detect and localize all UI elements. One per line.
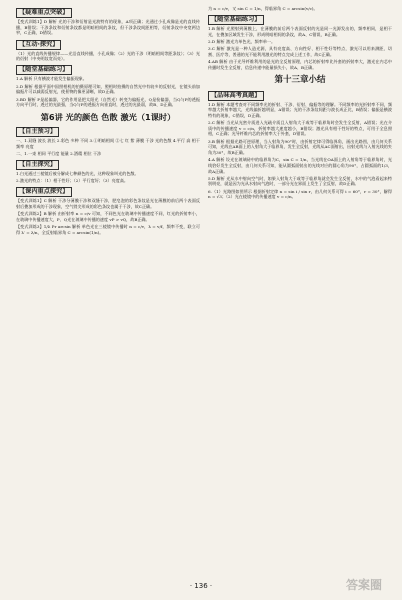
answer-paragraph: 5.D 解析 光从水中射向空气时，如果入射角大于或等于临界角就会发生全反射，水中的气泡看起来特别明亮，就是因为光从水射向气泡时，一部分光在界面上发生了全反射，故D正确。 [208, 175, 392, 187]
answer-paragraph: 【变式训练2】B 解析 由折射率 n = c/v 可知，不同色光在玻璃中传播速度不同，红光的折射率小，在玻璃中传播速度大，P、Q光在玻璃中传播的速度 vP > vQ，故B正确。 [16, 211, 200, 222]
section-heading-row [16, 158, 200, 171]
answer-paragraph: （1）光的直线传播规律——光沿直线传播，小孔成像；（2）光的干涉（明暗相间等距条纹）；（3）光的衍射（中央明纹宽而亮）。 [16, 50, 200, 62]
section-heading-row [16, 6, 200, 19]
answer-paragraph: 为 n = c/v，又 sin C = 1/n，得临界角 C = arcsin(v/c)。 [208, 6, 318, 11]
section-heading-row [16, 38, 200, 51]
answer-paragraph: 6.（1）光路图如图所示 根据折射定律 n = sin i / sin r，由几何关系可得 i = 60°，r = 30°，解得 n = √3；（2）光在棱镜中的传播速度 v = c/n。 [208, 188, 392, 200]
answer-paragraph: 一、1.双缝 波长 波长 2.彩色 多种 不同 3.①明暗相间 ②七 红 紫 薄膜 干涉 光的色散 4.平行 高 相干 频率 亮度 [16, 137, 200, 149]
section-heading: 【随堂基础练习】 [16, 65, 72, 75]
answer-paragraph: 二、1.一束 相同 平行度 能量 2.酒精 相位 干涉 [16, 150, 102, 156]
answer-paragraph: 4.A 解析 设光在玻璃砖中的临界角为C，sin C = 1/n，当光线在OA面上的入射角等于临界角时，光线恰好发生全反射，由几何关系可知，能从圆弧面射出的光线对应的圆心角为90°，占圆弧面的1/3，故A正确。 [208, 157, 392, 174]
answer-paragraph: 2.C 解析 当光从光密介质进入光疏介质且入射角大于或等于临界角时会发生全反射，A错误；光在介质中的传播速度 v = c/n，折射率越大速度越小，B错误；激光具有相干性好的特点，可用于全息照相，C正确；光导纤维内芯的折射率大于外套，D错误。 [208, 120, 392, 137]
answer-paragraph: 4.AB 解析 由于光导纤维利用的是光的全反射原理，内芯的折射率比外套的折射率大，激光在内芯中传播时发生全反射，信息传递中能量损失小，故A、B正确。 [208, 59, 392, 70]
answer-paragraph: 1.B 解析 光照射到薄膜上，在薄膜的前后两个表面反射的光是同一光源发出的，频率相同，是相干光，在叠加区域发生干涉，形成明暗相间的条纹，故A、C错误，B正确。 [208, 26, 392, 37]
section-heading: 【品味高考真题】 [208, 91, 264, 101]
answer-paragraph: 3.B 解析 根据光路可逆原理，当入射角为90°时，由折射定律可得临界角，画出光路图，由几何关系可知，光线在AB面上的入射角大于临界角，发生全反射，光线从AC面射出，出射光线与入射光线的夹角为30°，故B正确。 [208, 138, 392, 155]
answer-paragraph: 【变式训练1】C 解析 干涉分薄膜干涉和双缝干涉，肥皂泡的彩色条纹是光在薄膜的前后两个表面反射后叠加形成的干涉现象，空气劈尖形成的彩色条纹也属于干涉，故C正确。 [16, 198, 200, 209]
lesson-title: 第6讲 光的颜色 色散 激光（1课时） [40, 111, 176, 122]
chapter-summary-title: 第十三章小结 [274, 74, 326, 85]
section-heading: 【随堂基础练习】 [208, 15, 264, 25]
answer-paragraph: 3.BD 解析 P是起偏器，它的作用是把太阳光（自然光）转变为偏振光，Q是检偏器，当Q与P的透振方向平行时，透过的光最强，当Q与P的透振方向垂直时，透过的光最弱，故B、D正确。 [16, 96, 200, 108]
answer-paragraph: 1.白光通过三棱镜后被分解成七种颜色的光，这种现象叫光的色散。 [16, 170, 139, 176]
answer-paragraph: 2.激光的特点：（1）相干性好；（2）平行度好；（3）亮度高。 [16, 178, 129, 184]
answer-paragraph: 【变式训练3】1/λ Pr arcsin 解析 单色光在三棱镜中传播时 n = c/v，λ = v/f，频率不变，联立可得 λ′ = λ/n，全反射临界角 C = arcsin(1/n)。 [16, 224, 200, 235]
section-heading: 【自主预习】 [16, 127, 59, 137]
answer-paragraph: 1.D 解析 本题考查对不同频率光的折射、干涉、衍射、偏振等的理解。不同频率的光折射率不同，频率越大折射率越大，光线偏折越明显，A错误；光的干涉条纹间距与波长成正比，B错误；偏振是横波特有的现象，C错误，D正确。 [208, 101, 392, 118]
section-heading-row [16, 125, 200, 138]
left-column [16, 6, 200, 600]
section-heading: 【课内重点探究】 [16, 187, 72, 197]
section-heading: 【互动·探究】 [16, 40, 61, 50]
page-number: · 136 · [189, 582, 213, 590]
answer-paragraph: 3.C 解析 激光是一种人造光源，具有亮度高、方向性好、相干性好等特点，激光可以用来测距、切割、医疗等，普通的光不能利用激光的特点完成上述工作，故C正确。 [208, 46, 392, 57]
section-heading-row [208, 13, 392, 26]
section-heading-row [16, 185, 200, 198]
answer-paragraph: 【变式训练1】D 解析 光的干涉和衍射是光波特有的现象，A项正确；光通过小孔成像是光的直线传播，B错误；干涉条纹和衍射条纹都是明暗相间的条纹，但干涉条纹间距相等，衍射条纹中央宽两边窄，C正确，D错误。 [16, 19, 200, 36]
right-column [208, 6, 392, 600]
section-heading: 【自主探究】 [16, 160, 59, 170]
answer-paragraph: 1.A 解析 只有横波才能发生偏振现象。 [16, 76, 87, 82]
answer-paragraph: 2.D 解析 根据平面中国照相机的拍摄原理可知，照相时拍摄的自然光中有较多的反射光，在镜头前加偏振片可以减弱反射光，使景物的像更清晰，故D正确。 [16, 83, 200, 95]
watermark-logo: 答案圈 [345, 578, 382, 592]
section-heading: 【疑难重点突破】 [16, 8, 72, 18]
section-heading-row [16, 63, 200, 76]
answer-paragraph: 2.D 解析 激光为单色光，频率单一。 [208, 39, 276, 45]
section-heading-row [208, 89, 392, 102]
